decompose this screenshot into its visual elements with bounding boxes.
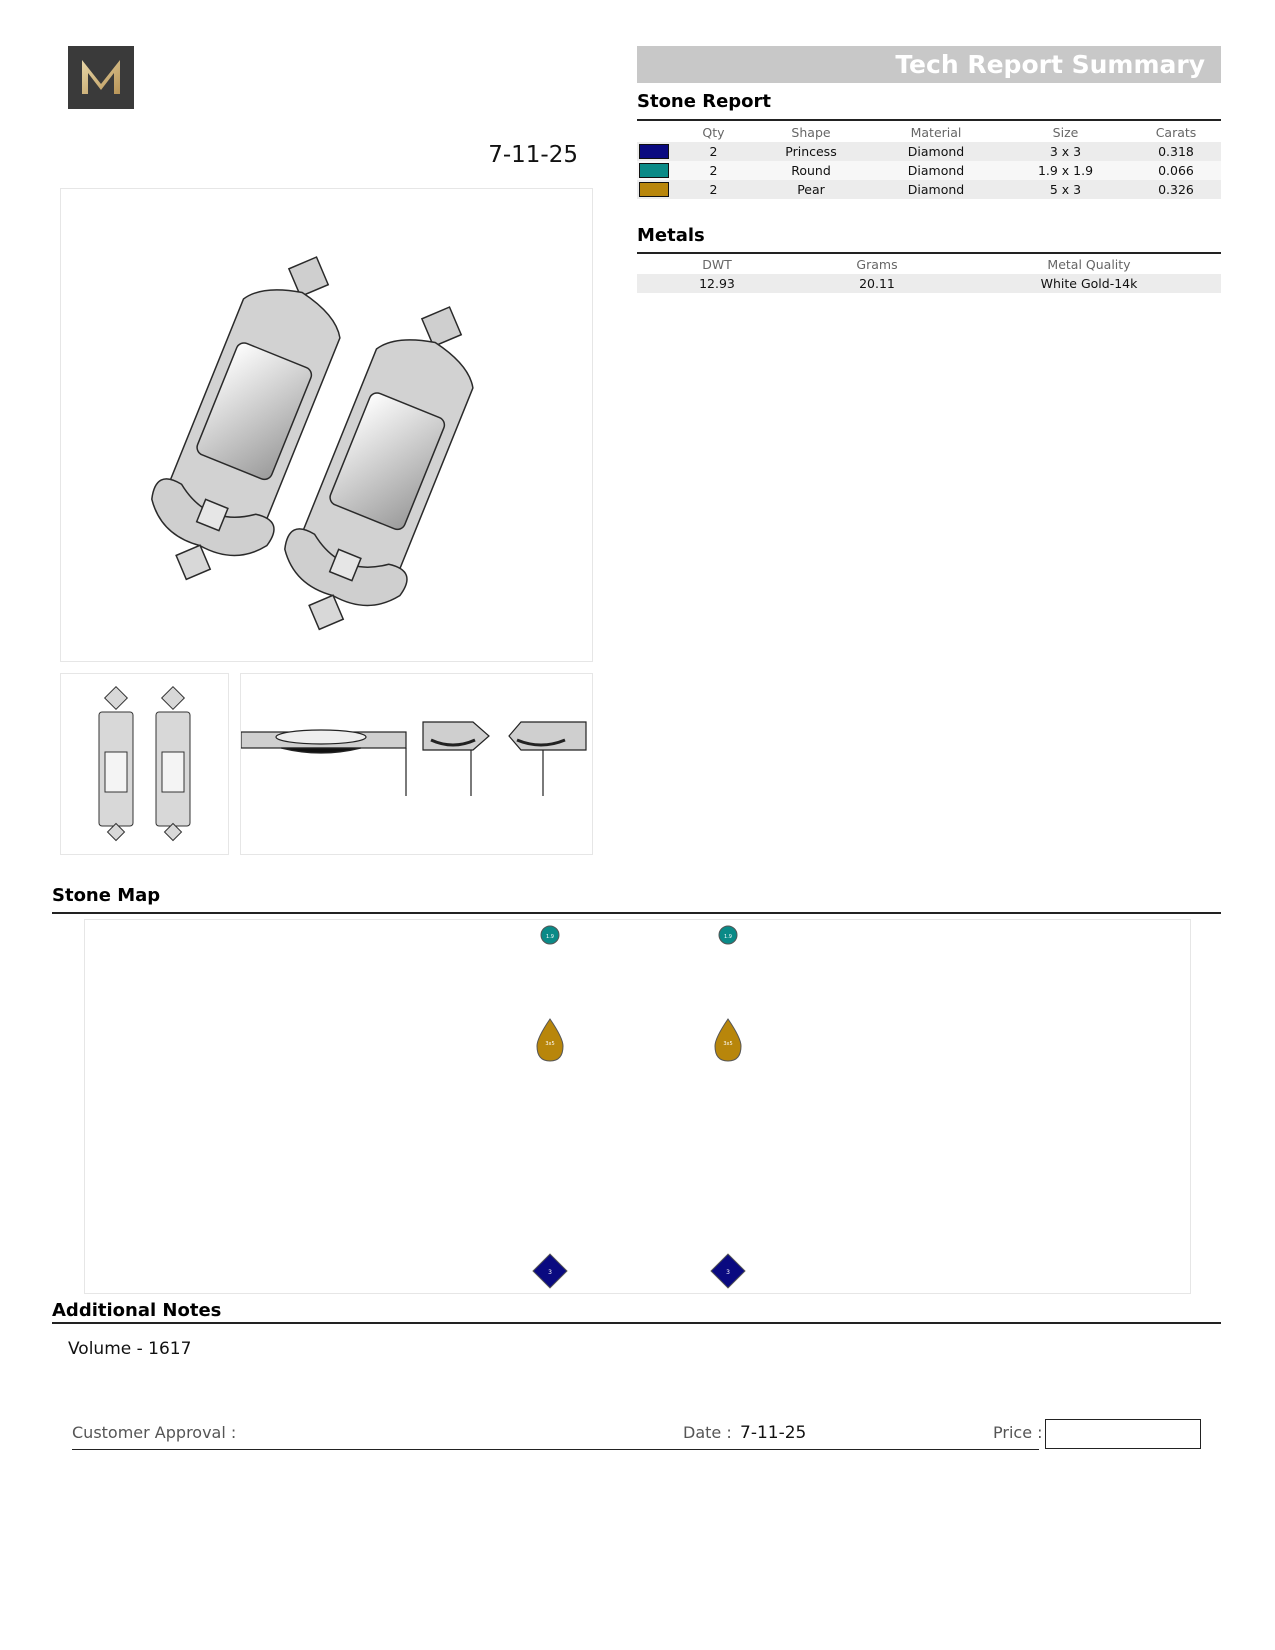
princess-stone-left-label: 3 (548, 1269, 552, 1276)
qty-header: Qty (702, 124, 725, 140)
size-cell: 1.9 x 1.9 (1000, 161, 1131, 180)
main-render-image (60, 188, 593, 662)
carats-cell: 0.066 (1131, 161, 1221, 180)
pear-color-swatch (639, 182, 669, 197)
stone-report-heading: Stone Report (637, 91, 772, 112)
material-cell: Diamond (872, 161, 1000, 180)
table-row (637, 274, 1221, 293)
stone-color-cell (637, 180, 677, 199)
side-view-thumbnail (240, 673, 593, 855)
metals-table (637, 254, 1221, 293)
logo-m-icon (68, 46, 134, 109)
princess-stone-right-label: 3 (726, 1269, 730, 1276)
dwt-header: DWT (702, 256, 732, 272)
metals-heading: Metals (637, 225, 705, 246)
pear-stone-left-label: 3x5 (545, 1041, 555, 1047)
shape-cell: Round (750, 161, 872, 180)
shape-cell: Princess (750, 142, 872, 161)
round-stone-right-label: 1.9 (724, 934, 732, 940)
qty-cell: 2 (677, 142, 750, 161)
round-color-swatch (639, 163, 669, 178)
table-row (637, 142, 1221, 161)
princess-stone-left (533, 1254, 567, 1288)
price-field[interactable] (1045, 1419, 1201, 1449)
stone-map-diagram (85, 920, 1190, 1293)
company-logo (68, 46, 134, 109)
material-header: Material (910, 124, 962, 140)
princess-stone-right (711, 1254, 745, 1288)
stone-map-rule (52, 912, 1221, 914)
pear-stone-right (715, 1019, 741, 1061)
grams-cell: 20.11 (797, 274, 957, 293)
approval-date-label: Date : (683, 1423, 732, 1442)
metal-quality-header: Metal Quality (1047, 256, 1131, 272)
price-label: Price : (993, 1423, 1043, 1442)
additional-notes-rule (52, 1322, 1221, 1324)
table-row (637, 161, 1221, 180)
carats-cell: 0.318 (1131, 142, 1221, 161)
size-header: Size (1052, 124, 1079, 140)
metal-quality-cell: White Gold-14k (957, 274, 1221, 293)
front-view-thumbnail (60, 673, 229, 855)
front-view-image (61, 674, 228, 854)
customer-approval-label: Customer Approval : (72, 1423, 237, 1442)
size-cell: 3 x 3 (1000, 142, 1131, 161)
stone-color-cell (637, 161, 677, 180)
stone-map-heading: Stone Map (52, 885, 161, 906)
carats-header: Carats (1155, 124, 1197, 140)
round-stone-left (541, 926, 559, 944)
qty-cell: 2 (677, 180, 750, 199)
material-cell: Diamond (872, 142, 1000, 161)
carats-cell: 0.326 (1131, 180, 1221, 199)
stone-color-header (637, 122, 677, 142)
approval-signature-line (72, 1449, 1039, 1450)
stone-color-cell (637, 142, 677, 161)
princess-color-swatch (639, 144, 669, 159)
stone-map-canvas (84, 919, 1191, 1294)
qty-cell: 2 (677, 161, 750, 180)
stone-report-rule (637, 119, 1221, 121)
report-title: Tech Report Summary (895, 50, 1205, 79)
side-view-image (241, 674, 592, 854)
pear-stone-right-label: 3x5 (723, 1041, 733, 1047)
metals-header-row (637, 254, 1221, 274)
size-cell: 5 x 3 (1000, 180, 1131, 199)
grams-header: Grams (856, 256, 898, 272)
dwt-cell: 12.93 (637, 274, 797, 293)
earrings-render-image (61, 189, 592, 661)
shape-cell: Pear (750, 180, 872, 199)
stone-report-table (637, 122, 1221, 199)
material-cell: Diamond (872, 180, 1000, 199)
pear-stone-left (537, 1019, 563, 1061)
title-bar (637, 46, 1221, 83)
notes-text: Volume - 1617 (68, 1339, 192, 1359)
table-row (637, 180, 1221, 199)
approval-date-value: 7-11-25 (740, 1423, 807, 1443)
additional-notes-heading: Additional Notes (52, 1300, 222, 1321)
shape-header: Shape (791, 124, 831, 140)
report-date: 7-11-25 (488, 142, 578, 168)
round-stone-right (719, 926, 737, 944)
stone-report-header-row (637, 122, 1221, 142)
round-stone-left-label: 1.9 (546, 934, 554, 940)
